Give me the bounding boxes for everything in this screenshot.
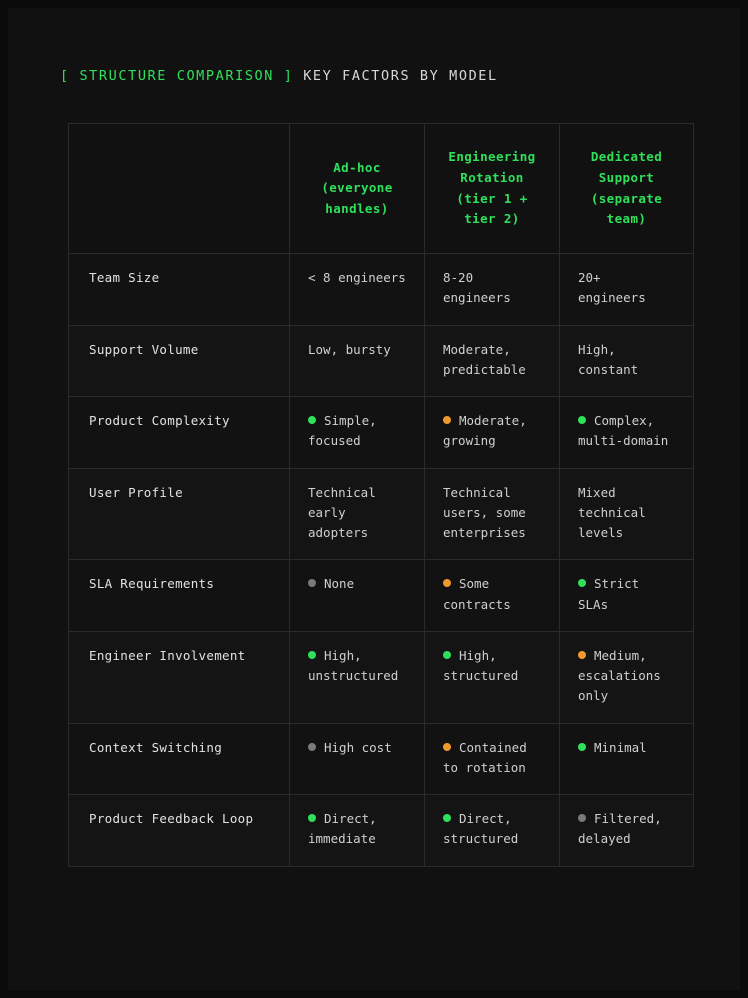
cell-text: Minimal — [594, 739, 647, 755]
table-cell — [560, 325, 694, 397]
table-cell — [425, 560, 560, 632]
status-dot-orange-icon — [578, 651, 586, 659]
status-dot-green-icon — [443, 651, 451, 659]
column-header-adhoc — [290, 124, 425, 254]
table-row — [69, 397, 694, 469]
column-header-line: Rotation — [460, 169, 524, 185]
cell-text: Medium, escalations only — [578, 647, 661, 704]
table-cell — [560, 560, 694, 632]
cell-text: Contained to rotation — [443, 739, 527, 775]
table-row — [69, 795, 694, 867]
document-page — [8, 8, 740, 990]
table-row — [69, 254, 694, 326]
status-dot-green-icon — [578, 579, 586, 587]
table-head — [69, 124, 694, 254]
table-cell — [290, 795, 425, 867]
status-dot-green-icon — [308, 416, 316, 424]
column-header-line: (separate — [590, 190, 663, 206]
table-row — [69, 560, 694, 632]
cell-text: Some contracts — [443, 576, 511, 612]
cell-text: High, structured — [443, 647, 519, 683]
cell-text: Direct, immediate — [308, 811, 377, 847]
status-dot-grey-icon — [308, 579, 316, 587]
table-row — [69, 631, 694, 723]
table-cell — [290, 631, 425, 723]
column-header-line: team) — [606, 211, 647, 227]
cell-text: High, constant — [578, 341, 639, 377]
table-cell — [425, 397, 560, 469]
table-row — [69, 325, 694, 397]
table-cell — [290, 560, 425, 632]
cell-text: Strict SLAs — [578, 576, 640, 612]
status-dot-orange-icon — [443, 579, 451, 587]
column-header-line: tier 2) — [464, 211, 520, 227]
cell-text: Technical users, some enterprises — [443, 484, 526, 540]
cell-text: Moderate, growing — [443, 413, 527, 449]
table-cell — [290, 254, 425, 326]
table-row — [69, 723, 694, 795]
table-cell — [425, 468, 560, 560]
table-cell — [560, 468, 694, 560]
row-label: Engineer Involvement — [69, 631, 290, 723]
table-cell — [290, 397, 425, 469]
cell-text: Complex, multi-domain — [578, 413, 669, 449]
column-header-line: handles) — [325, 200, 389, 216]
cell-text: None — [324, 576, 355, 592]
status-dot-grey-icon — [578, 814, 586, 822]
status-dot-green-icon — [308, 651, 316, 659]
column-header-line: (everyone — [321, 180, 393, 196]
status-dot-orange-icon — [443, 743, 451, 751]
cell-text: High, unstructured — [308, 647, 399, 683]
column-header-dedicated — [560, 124, 694, 254]
row-label: Team Size — [69, 254, 290, 326]
table-cell — [425, 254, 560, 326]
table-cell — [560, 254, 694, 326]
column-header-line: Engineering — [448, 149, 536, 165]
table-cell — [560, 631, 694, 723]
column-header-line: Dedicated — [590, 149, 663, 165]
comparison-table — [68, 123, 694, 867]
table-cell — [290, 468, 425, 560]
status-dot-orange-icon — [443, 416, 451, 424]
page-title — [60, 68, 498, 84]
page-title-rest: KEY FACTORS BY MODEL — [293, 68, 498, 84]
row-label: User Profile — [69, 468, 290, 560]
cell-text: Moderate, predictable — [443, 341, 526, 377]
table-cell — [425, 795, 560, 867]
cell-text: High cost — [324, 739, 392, 755]
cell-text: 8-20 engineers — [443, 270, 511, 306]
row-label: SLA Requirements — [69, 560, 290, 632]
status-dot-green-icon — [578, 743, 586, 751]
table-header-row — [69, 124, 694, 254]
cell-text: Technical early adopters — [308, 484, 376, 540]
table-cell — [560, 397, 694, 469]
row-label: Context Switching — [69, 723, 290, 795]
table-body — [69, 254, 694, 867]
table-cell — [290, 723, 425, 795]
page-title-bracket: [ STRUCTURE COMPARISON ] — [60, 68, 294, 84]
table-row — [69, 468, 694, 560]
row-label: Product Feedback Loop — [69, 795, 290, 867]
status-dot-green-icon — [443, 814, 451, 822]
status-dot-grey-icon — [308, 743, 316, 751]
column-header-line: Ad-hoc — [333, 159, 381, 175]
column-header-rotation — [425, 124, 560, 254]
status-dot-green-icon — [578, 416, 586, 424]
cell-text: < 8 engineers — [308, 270, 406, 285]
column-header-line: (tier 1 + — [456, 190, 528, 206]
cell-text: Simple, focused — [308, 413, 377, 449]
table-cell — [425, 723, 560, 795]
column-header-line: Support — [598, 169, 655, 185]
cell-text: Filtered, delayed — [578, 811, 662, 847]
cell-text: 20+ engineers — [578, 270, 646, 306]
row-label: Product Complexity — [69, 397, 290, 469]
table-cell — [425, 325, 560, 397]
cell-text: Mixed technical levels — [578, 484, 646, 540]
row-label: Support Volume — [69, 325, 290, 397]
cell-text: Direct, structured — [443, 811, 519, 847]
table-cell — [290, 325, 425, 397]
table-corner-cell — [69, 124, 290, 254]
status-dot-green-icon — [308, 814, 316, 822]
table-cell — [560, 723, 694, 795]
table-cell — [560, 795, 694, 867]
cell-text: Low, bursty — [308, 341, 391, 357]
table-cell — [425, 631, 560, 723]
